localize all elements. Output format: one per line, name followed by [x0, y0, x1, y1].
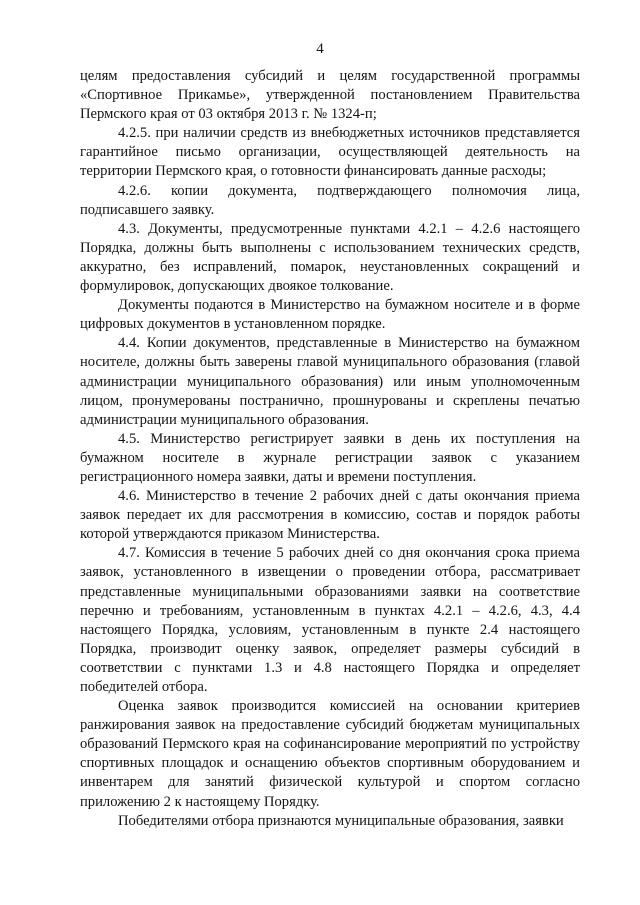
- page-number: 4: [316, 41, 324, 57]
- paragraph-4-7: 4.7. Комиссия в течение 5 рабочих дней со дня окончания срока приема заявок, установленного в извещении о проведении отбора, рассматривает представленные муниципальными образованиями заявки на соответствие перечню и требованиям, установленным в пунктах 4.2.1 – 4.2.6, 4.3, 4.4 настоящего Порядка, условиям, установленным в пункте 2.4 настоящего Порядка, производит оценку заявок, определяет размеры субсидий в соответствии с пунктами 1.3 и 4.8 настоящего Порядка и определяет победителей отбора.: [80, 545, 580, 695]
- paragraph-4-2-6: 4.2.6. копии документа, подтверждающего полномочия лица, подписавшего заявку.: [80, 182, 580, 218]
- document-body: [80, 67, 580, 831]
- paragraph-documents-submission: Документы подаются в Министерство на бумажном носителе и в форме цифровых документов в установленном порядке.: [80, 297, 580, 333]
- paragraph-continuation: целям предоставления субсидий и целям государственной программы «Спортивное Прикамье», утвержденной постановлением Правительства Пермского края от 03 октября 2013 г. № 1324-п;: [80, 68, 580, 123]
- paragraph-4-2-5: 4.2.5. при наличии средств из внебюджетных источников представляется гарантийное письмо организации, осуществляющей деятельность на территории Пермского края, о готовности финансировать данные расходы;: [80, 125, 580, 180]
- paragraph-4-6: 4.6. Министерство в течение 2 рабочих дней с даты окончания приема заявок передает их для рассмотрения в комиссию, состав и порядок работы которой утверждаются приказом Министерства.: [80, 488, 580, 543]
- paragraph-4-5: 4.5. Министерство регистрирует заявки в день их поступления на бумажном носителе в журнале регистрации заявок с указанием регистрационного номера заявки, даты и времени поступления.: [80, 430, 580, 485]
- paragraph-4-4: 4.4. Копии документов, представленные в Министерство на бумажном носителе, должны быть заверены главой муниципального образования (главой администрации муниципального образования) или иным уполномоченным лицом, пронумерованы постранично, прошнурованы и скреплены печатью администрации муниципального образования.: [80, 335, 580, 428]
- paragraph-4-3: 4.3. Документы, предусмотренные пунктами 4.2.1 – 4.2.6 настоящего Порядка, должны быть выполнены с использованием технических средств, аккуратно, без исправлений, помарок, неустановленных сокращений и формулировок, допускающих двоякое толкование.: [80, 220, 580, 295]
- paragraph-winners: Победителями отбора признаются муниципальные образования, заявки: [118, 812, 564, 829]
- paragraph-evaluation: Оценка заявок производится комиссией на основании критериев ранжирования заявок на предоставление субсидий бюджетам муниципальных образований Пермского края на софинансирование мероприятий по устройству спортивных площадок и оснащению объектов спортивным оборудованием и инвентарем для занятий физической культурой и спортом согласно приложению 2 к настоящему Порядку.: [80, 698, 580, 810]
